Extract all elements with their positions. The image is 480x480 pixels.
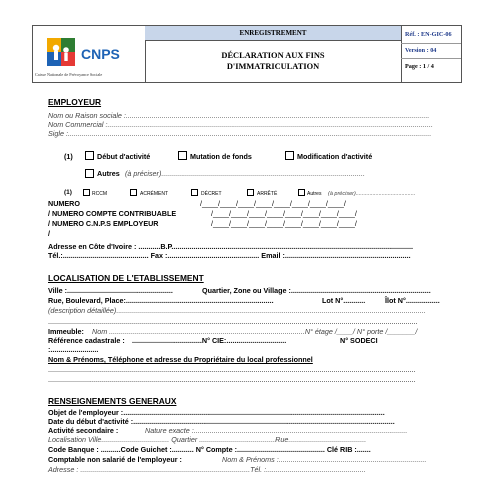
label-modification-activite: Modification d'activité: [297, 152, 373, 161]
header-title-line2: D'IMMATRICULATION: [226, 62, 320, 71]
field-sigle[interactable]: Sigle :......................................................................................................................................................................................: [48, 129, 432, 138]
cnps-logo-icon: [47, 38, 77, 68]
label-autres: Autres: [97, 169, 120, 178]
page-number: Page : 1 / 4: [405, 63, 434, 70]
field-sodeci[interactable]: :........................: [48, 345, 99, 354]
field-date-debut-activite[interactable]: Date du début d'activité :...................................................................................................................................: [48, 417, 395, 426]
checkbox-decret[interactable]: [191, 189, 198, 196]
label-numero-cnps: / NUMERO C.N.P.S EMPLOYEUR: [48, 219, 159, 228]
field-description-continued[interactable]: .........................................................................................................................................................................................: [48, 317, 418, 326]
note-number-2: (1): [64, 189, 72, 196]
label-autres-acte: Autres: [307, 191, 322, 197]
field-proprietaire-1[interactable]: ........................................................................................................................................................................................: [48, 365, 416, 374]
field-banque[interactable]: Code Banque : ..........Code Guichet :........... N° Compte :............................................ Clé RIB :.......: [48, 445, 371, 454]
field-comptable-adresse[interactable]: Adresse : .....................................................................................Tél. :..................................................: [48, 465, 366, 474]
field-reference-cadastrale[interactable]: ...................................N° CIE:..............................: [132, 336, 287, 345]
grid-cnps[interactable]: /____/____/____/____/____/____/____/____/: [211, 219, 357, 228]
field-proprietaire-2[interactable]: ........................................................................................................................................................................................: [48, 375, 416, 384]
label-immeuble: Immeuble:: [48, 327, 84, 336]
checkbox-rccm[interactable]: [83, 189, 90, 196]
label-arrete: ARRÊTÉ: [257, 191, 278, 197]
field-nom-commercial[interactable]: Nom Commercial :...................................................................................................................................................................: [48, 120, 434, 129]
field-autres-precision[interactable]: (à préciser)......................................................................................................: [125, 169, 366, 178]
header-ref-cell: [401, 26, 461, 82]
checkbox-autres[interactable]: [85, 169, 94, 178]
label-numero: NUMERO: [48, 199, 80, 208]
logo-text: CNPS: [81, 46, 120, 62]
label-activite-secondaire: Activité secondaire :: [48, 426, 119, 435]
ref-code: Réf. : EN-GIC-06: [405, 31, 452, 38]
grid-compte-contribuable[interactable]: /____/____/____/____/____/____/____/____/: [211, 209, 357, 218]
grid-numero[interactable]: /____/____/____/____/____/____/____/____/: [200, 199, 346, 208]
field-ilot[interactable]: Îlot N°.................: [385, 296, 440, 305]
field-autres-acte-precision[interactable]: (à préciser).......................................: [328, 191, 416, 197]
logo-cell: [33, 26, 146, 82]
field-quartier[interactable]: Quartier, Zone ou Village :......................................................................: [202, 286, 431, 295]
field-tel-fax-email[interactable]: Tél.:........................................... Fax :.............................................. Email :...............................................................: [48, 251, 411, 260]
header-title-cell: [145, 26, 402, 82]
section-localisation-title: LOCALISATION DE L'ETABLISSEMENT: [48, 273, 204, 283]
label-comptable: Comptable non salarié de l'employeur :: [48, 455, 182, 464]
label-mutation-fonds: Mutation de fonds: [190, 152, 252, 161]
field-rue[interactable]: Rue, Boulevard, Place:..........................................................................: [48, 296, 274, 305]
document-header: [32, 25, 462, 83]
field-localisation-activite[interactable]: Localisation Ville.................................. Quartier ......................................Rue.......................................: [48, 435, 367, 444]
field-lot[interactable]: Lot N°...........: [322, 296, 366, 305]
label-slash: /: [48, 229, 50, 238]
field-description[interactable]: (description détaillée)...........................................................................................................................................................: [48, 306, 426, 315]
logo-subtitle: Caisse Nationale de Prévoyance Sociale: [35, 72, 103, 77]
checkbox-arrete[interactable]: [247, 189, 254, 196]
field-objet-employeur[interactable]: Objet de l'employeur :...................................................................................................................................: [48, 408, 385, 417]
field-adresse[interactable]: Adresse en Côte d'Ivoire : ...........B.P.........................................................................................................................: [48, 242, 414, 251]
field-comptable-nom[interactable]: Nom & Prénoms :..........................................................................: [222, 455, 427, 464]
note-number-1: (1): [64, 152, 73, 161]
checkbox-debut-activite[interactable]: [85, 151, 94, 160]
label-agrement: ACRÉMENT: [140, 191, 169, 197]
label-decret: DÉCRET: [201, 191, 222, 197]
label-numero-compte-contribuable: / NUMERO COMPTE CONTRIBUABLE: [48, 209, 177, 218]
label-proprietaire: Nom & Prénoms, Téléphone et adresse du Propriétaire du local professionnel: [48, 355, 313, 364]
section-renseignements-title: RENSEIGNEMENTS GENERAUX: [48, 396, 177, 406]
label-debut-activite: Début d'activité: [97, 152, 151, 161]
field-ville[interactable]: Ville :.....................................................: [48, 286, 173, 295]
label-rccm: RCCM: [92, 191, 107, 197]
section-employeur-title: EMPLOYEUR: [48, 97, 102, 107]
checkbox-autres-acte[interactable]: [298, 189, 305, 196]
field-immeuble[interactable]: Nom ..................................................................................................N° étage /____/ N° porte /_______/: [92, 327, 418, 336]
checkbox-modification-activite[interactable]: [285, 151, 294, 160]
checkbox-mutation-fonds[interactable]: [178, 151, 187, 160]
label-reference-cadastrale: Référence cadastrale :: [48, 336, 125, 345]
version: Version : 04: [405, 47, 437, 54]
header-band-text: ENREGISTREMENT: [239, 29, 307, 37]
checkbox-agrement[interactable]: [130, 189, 137, 196]
field-activite-secondaire[interactable]: Nature exacte :...........................................................................................................: [145, 426, 408, 435]
header-title-line1: DÉCLARATION AUX FINS: [221, 51, 325, 60]
field-nom-raison-sociale[interactable]: Nom ou Raison sociale :........................................................................................................................................................: [48, 111, 430, 120]
label-sodeci: N° SODECI: [340, 336, 378, 345]
